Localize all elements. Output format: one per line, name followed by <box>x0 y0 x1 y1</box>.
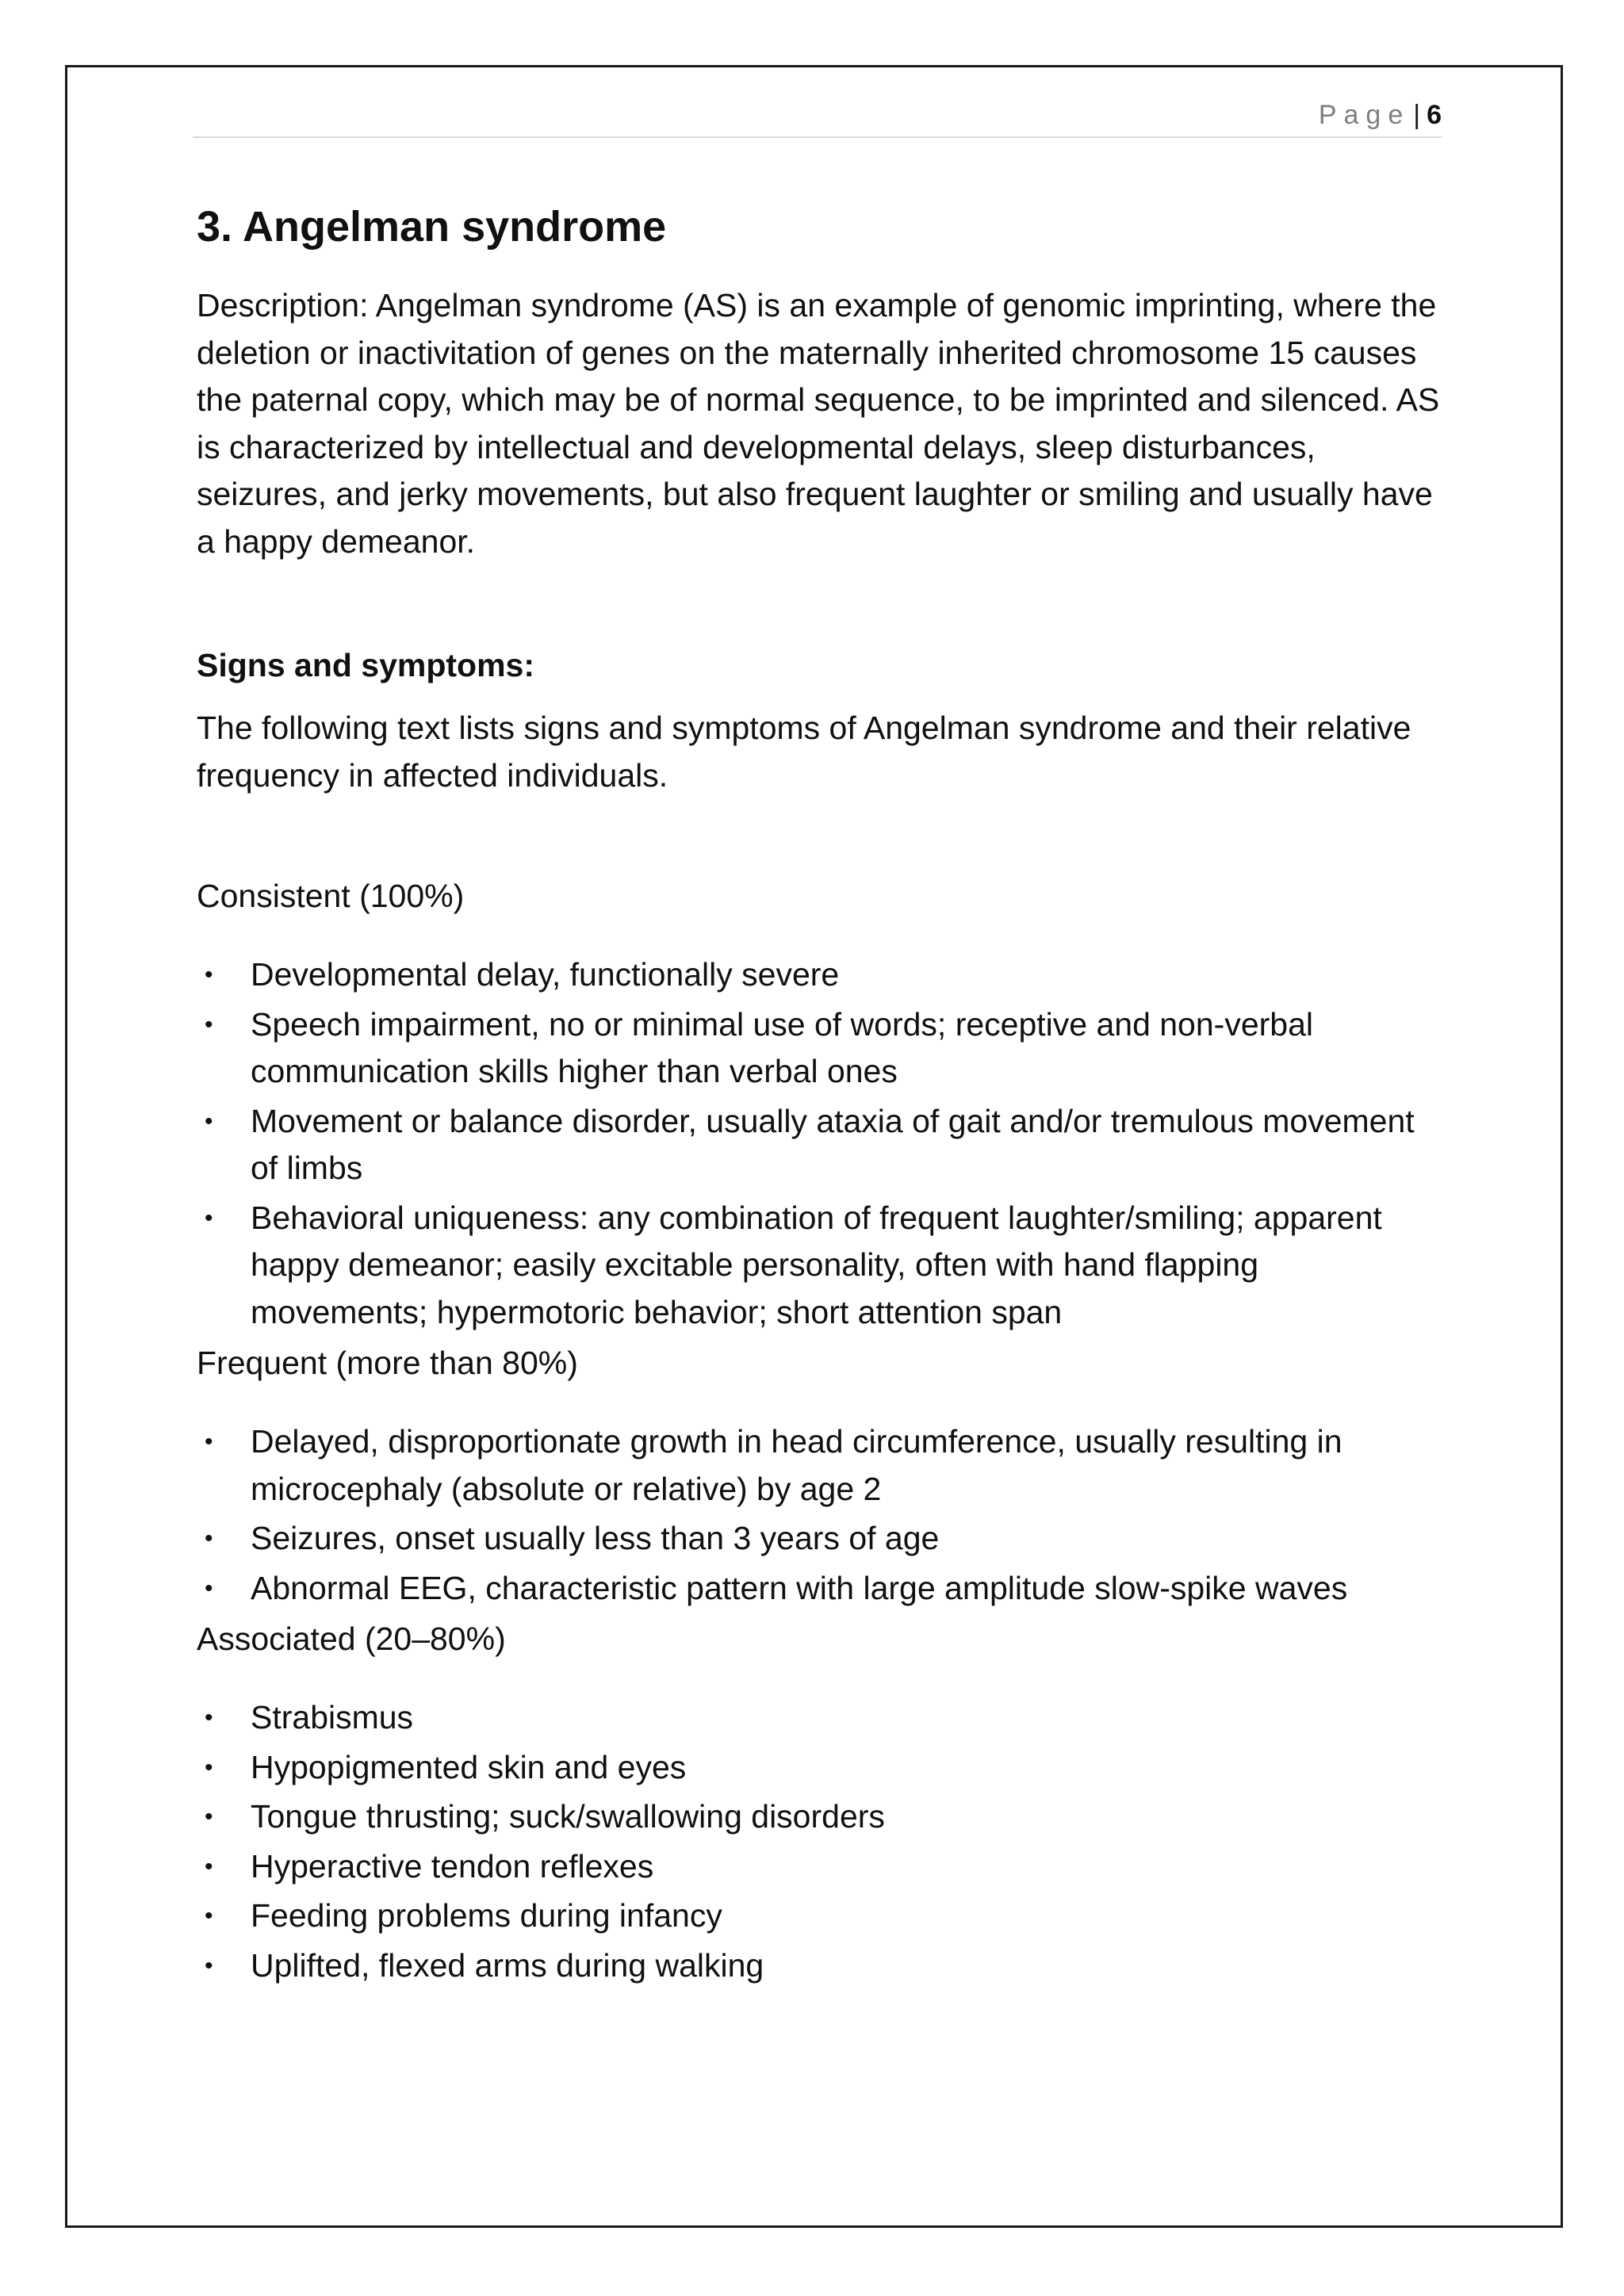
list-item <box>197 1843 1442 1891</box>
symptom-list-associated <box>197 1694 1442 1989</box>
list-item <box>197 1565 1442 1613</box>
signs-intro-paragraph: The following text lists signs and symptoms of Angelman syndrome and their relative frequency in affected individuals. <box>197 710 1411 794</box>
document-body <box>197 198 1442 1996</box>
bullet-icon: • <box>205 1705 213 1731</box>
list-item-text: Feeding problems during infancy <box>251 1897 722 1934</box>
bullet-icon: • <box>205 1108 213 1135</box>
description-paragraph: Description: Angelman syndrome (AS) is an example of genomic imprinting, where the deletion or inactivitation of genes on the maternally inherited chromosome 15 causes the paternal copy, which may be of normal sequence, to be imprinted and silenced. AS is characterized by intellectual and developmental delays, sleep disturbances, seizures, and jerky movements, but also frequent laughter or smiling and usually have a happy demeanor. <box>197 287 1440 560</box>
list-item <box>197 1793 1442 1841</box>
list-item-text: Strabismus <box>251 1699 414 1735</box>
bullet-icon: • <box>205 1011 213 1038</box>
list-item-text: Behavioral uniqueness: any combination of frequent laughter/smiling; apparent happy demeanor; easily excitable personality, often with hand flapping movements; hypermotoric behavior; short attention span <box>251 1199 1382 1330</box>
list-item-text: Tongue thrusting; suck/swallowing disorders <box>251 1798 885 1835</box>
list-item <box>197 1418 1442 1513</box>
bullet-icon: • <box>205 1903 213 1929</box>
list-item <box>197 1892 1442 1940</box>
list-item <box>197 1942 1442 1990</box>
bullet-icon: • <box>205 1754 213 1781</box>
category-label-frequent: Frequent (more than 80%) <box>197 1345 578 1381</box>
bullet-icon: • <box>205 1853 213 1880</box>
list-item <box>197 1195 1442 1337</box>
symptom-list-consistent <box>197 951 1442 1336</box>
list-item-text: Abnormal EEG, characteristic pattern with large amplitude slow-spike waves <box>251 1569 1348 1606</box>
list-item-text: Hypopigmented skin and eyes <box>251 1748 687 1785</box>
page-header <box>193 94 1442 138</box>
page-separator: | <box>1413 100 1421 130</box>
list-item-text: Speech impairment, no or minimal use of words; receptive and non-verbal communication skills higher than verbal ones <box>251 1005 1313 1089</box>
bullet-icon: • <box>205 1575 213 1601</box>
list-item <box>197 951 1442 999</box>
list-item-text: Movement or balance disorder, usually ataxia of gait and/or tremulous movement of limbs <box>251 1102 1415 1186</box>
list-item <box>197 1744 1442 1792</box>
list-item-text: Uplifted, flexed arms during walking <box>251 1946 764 1984</box>
symptom-list-frequent <box>197 1418 1442 1612</box>
bullet-icon: • <box>205 1952 213 1979</box>
signs-heading: Signs and symptoms: <box>197 647 535 683</box>
list-item-text: Delayed, disproportionate growth in head circumference, usually resulting in microcephaly (absolute or relative) by age 2 <box>251 1423 1342 1507</box>
page-number: 6 <box>1427 100 1442 130</box>
list-item-text: Seizures, onset usually less than 3 years of age <box>251 1520 940 1556</box>
list-item <box>197 1694 1442 1742</box>
page-label: Page <box>1318 100 1411 130</box>
list-item-text: Developmental delay, functionally severe <box>251 956 840 993</box>
bullet-icon: • <box>205 1804 213 1830</box>
list-item-text: Hyperactive tendon reflexes <box>251 1847 654 1885</box>
list-item <box>197 1098 1442 1192</box>
bullet-icon: • <box>205 1525 213 1552</box>
category-label-associated: Associated (20–80%) <box>197 1621 506 1657</box>
section-title: 3. Angelman syndrome <box>197 203 667 251</box>
list-item <box>197 1515 1442 1563</box>
bullet-icon: • <box>205 1429 213 1455</box>
list-item <box>197 1001 1442 1096</box>
category-label-consistent: Consistent (100%) <box>197 878 465 914</box>
bullet-icon: • <box>205 1204 213 1231</box>
bullet-icon: • <box>205 962 213 988</box>
